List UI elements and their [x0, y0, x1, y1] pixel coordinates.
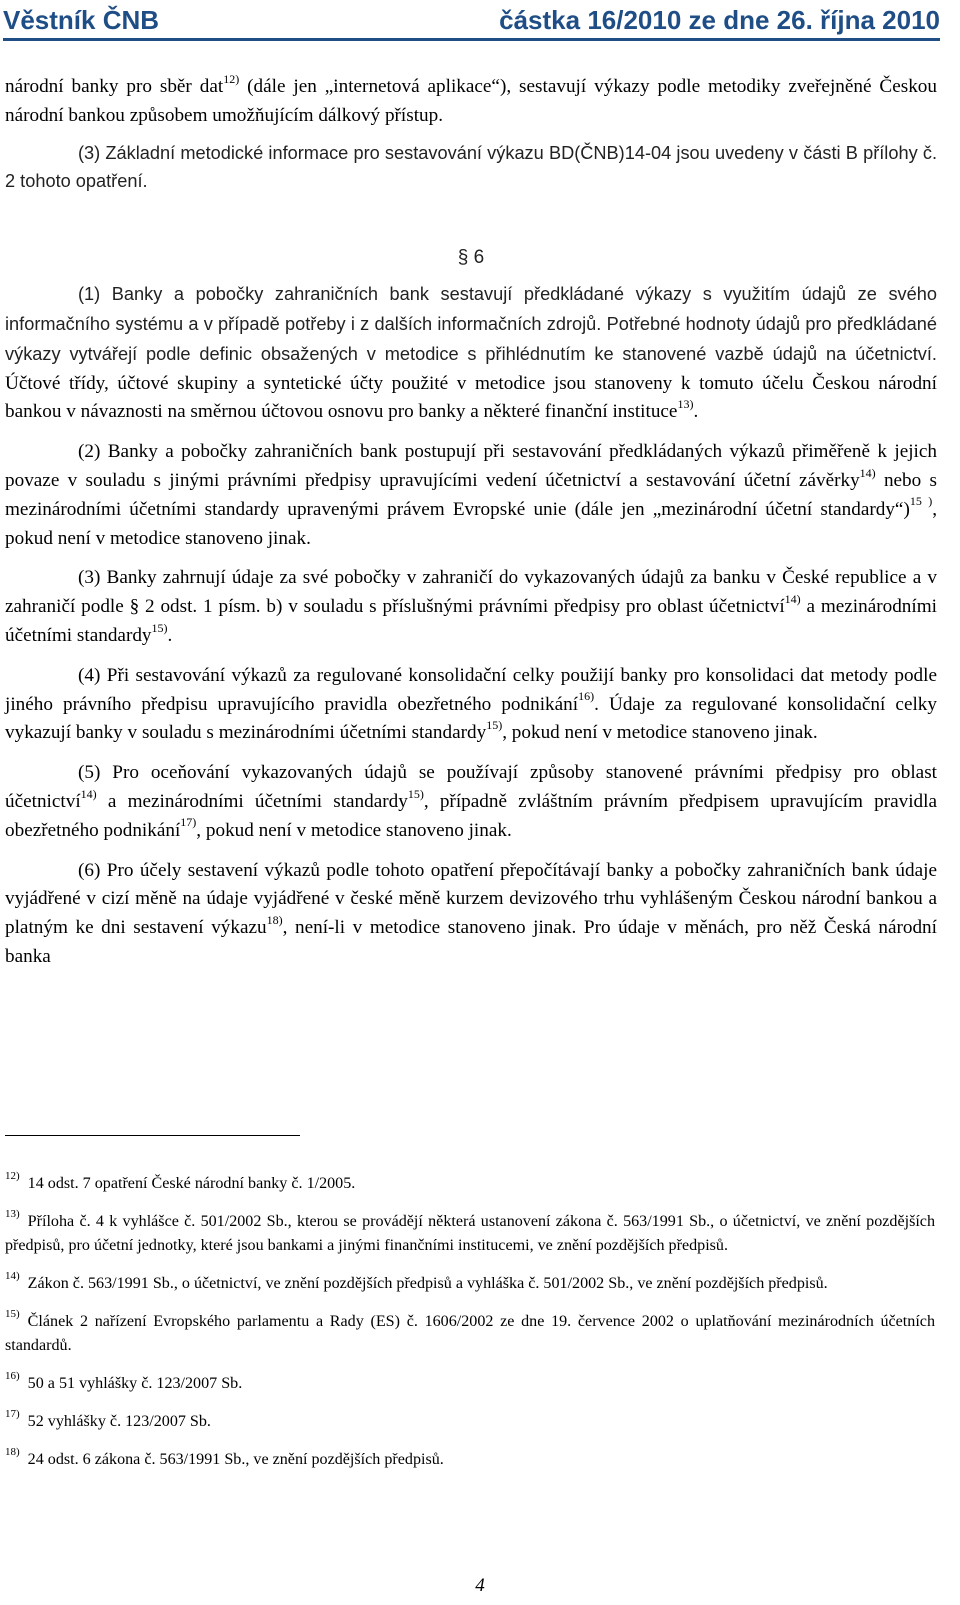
footnote-number: 15) [5, 1307, 20, 1320]
footnote-text: 50 a 51 vyhlášky č. 123/2007 Sb. [27, 1375, 243, 1392]
footnote-ref[interactable]: 15) [151, 620, 168, 635]
footnote-ref[interactable]: 15) [486, 717, 503, 732]
footnote-number: 17) [5, 1407, 20, 1420]
footnotes [5, 1169, 935, 1486]
paragraph-6-5: (5) Pro oceňování vykazovaných údajů se používají způsoby stanovené právními předpisy pro oblast účetnictví$^{14)}$ a mezinárodními účetními standardy$^{15)}$, případně zvláštním právním předpisem upravujícím pravidla obezřetného podnikání$^{17)}$, pokud není v metodice stanoveno jinak. [5, 762, 937, 841]
footnote-text: Příloha č. 4 k vyhlášce č. 501/2002 Sb., kterou se provádějí některá ustanovení zákona č. 563/1991 Sb., o účetnictví, ve znění pozdějších předpisů, pro účetní jednotky, které jsou bankami a jinými finančními institucemi, ve znění pozdějších předpisů. [5, 1213, 935, 1254]
footnote-number: 18) [5, 1445, 20, 1458]
footnote-ref[interactable]: 14) [80, 786, 97, 801]
footnote-number: 14) [5, 1269, 20, 1282]
paragraph-6-2: (2) Banky a pobočky zahraničních bank postupují při sestavování předkládaných výkazů přiměřeně k jejich povaze v souladu s jinými právními předpisy upravujícími vedení účetnictví a sestavování účetní závěrky$^{14)}$ nebo s mezinárodními účetními standardy upravenými právem Evropské unie (dále jen „mezinárodní účetní standardy“)$^{15 )}$, pokud není v metodice stanoveno jinak. [5, 441, 937, 549]
footnote-ref[interactable]: 18) [266, 912, 283, 927]
footnote-text: Zákon č. 563/1991 Sb., o účetnictví, ve znění pozdějších předpisů a vyhláška č. 501/2002 Sb., ve znění pozdějších předpisů. [27, 1275, 828, 1292]
footnote-item [5, 1445, 935, 1472]
paragraph-3-basic-info: (3) Základní metodické informace pro sestavování výkazu BD(ČNB)14-04 jsou uvedeny v části B přílohy č. 2 tohoto opatření. [5, 142, 937, 192]
page-number: 4 [475, 1575, 485, 1596]
paragraph-6-3: (3) Banky zahrnují údaje za své pobočky v zahraničí do vykazovaných údajů za banku v České republice a v zahraničí podle § 2 odst. 1 písm. b) v souladu s příslušnými právními předpisy pro oblast účetnictví$^{14)}$ a mezinárodními účetními standardy$^{15)}$. [5, 567, 937, 646]
footnote-number: 16) [5, 1369, 20, 1382]
footnote-item [5, 1269, 935, 1296]
header-divider [3, 38, 940, 41]
footnote-item [5, 1407, 935, 1434]
footnote-ref[interactable]: 15) [407, 786, 424, 801]
footnote-ref[interactable]: 15 ) [909, 494, 933, 509]
footnote-ref[interactable]: 12) [223, 71, 240, 86]
paragraph-6-1: (1) Banky a pobočky zahraničních bank sestavují předkládané výkazy s využitím údajů ze svého informačního systému a v případě potřeby i z dalších informačních zdrojů. Potřebné hodnoty údajů pro předkládané výkazy vytvářejí podle definic obsažených v metodice s přihlédnutím ke stanovené vazbě údajů na účetnictví. Účtové třídy, účtové skupiny a syntetické účty použité v metodice jsou stanoveny k tomuto účelu Českou národní bankou v návaznosti na směrnou účtovou osnovu pro banky a některé finanční instituce$^{13)}$. [5, 284, 937, 423]
footnote-item [5, 1169, 935, 1196]
paragraph-continuation: národní banky pro sběr dat$^{12)}$ (dále jen „internetová aplikace“), sestavují výkazy podle metodiky zveřejněné Českou národní bankou způsobem umožňujícím dálkový přístup. [5, 71, 937, 126]
footnote-text: 14 odst. 7 opatření České národní banky č. 1/2005. [27, 1175, 356, 1192]
issue-date: částka 16/2010 ze dne 26. října 2010 [499, 5, 940, 35]
footnote-text: 52 vyhlášky č. 123/2007 Sb. [27, 1413, 211, 1430]
paragraph-6-4: (4) Při sestavování výkazů za regulované konsolidační celky použijí banky pro konsolidaci dat metody podle jiného právního předpisu upravujícího pravidla obezřetného podnikání$^{16)}$. Údaje za regulované konsolidační celky vykazují banky v souladu s mezinárodními účetními standardy$^{15)}$, pokud není v metodice stanoveno jinak. [5, 664, 937, 744]
section-heading: § 6 [457, 247, 485, 269]
journal-title: Věstník ČNB [3, 5, 160, 35]
footnote-ref[interactable]: 16) [578, 689, 595, 704]
document-body [5, 73, 937, 972]
footnote-item [5, 1207, 935, 1258]
paragraph-6-6: (6) Pro účely sestavení výkazů podle tohoto opatření přepočítávají banky a pobočky zahraničních bank údaje vyjádřené v cizí měně na údaje vyjádřené v české měně kurzem devizového trhu vyhlášeným Českou národní bankou a platným ke dni sestavení výkazu$^{18)}$, není-li v metodice stanoveno jinak. Pro údaje v měnách, pro něž Česká národní banka [5, 859, 937, 967]
footnote-ref[interactable]: 14) [784, 591, 801, 606]
footnote-ref[interactable]: 17) [180, 815, 197, 830]
footnote-item [5, 1307, 935, 1358]
footnote-item [5, 1369, 935, 1396]
footnote-text: Článek 2 nařízení Evropského parlamentu a Rady (ES) č. 1606/2002 ze dne 19. července 2002 o uplatňování mezinárodních účetních standardů. [5, 1313, 935, 1354]
footnote-ref[interactable]: 13) [677, 396, 694, 411]
page-header [3, 3, 940, 41]
footnote-ref[interactable]: 14) [859, 465, 876, 480]
footnote-divider [5, 1135, 300, 1136]
footnote-text: 24 odst. 6 zákona č. 563/1991 Sb., ve znění pozdějších předpisů. [27, 1451, 444, 1468]
footnote-number: 12) [5, 1169, 20, 1182]
footnote-number: 13) [5, 1207, 20, 1220]
